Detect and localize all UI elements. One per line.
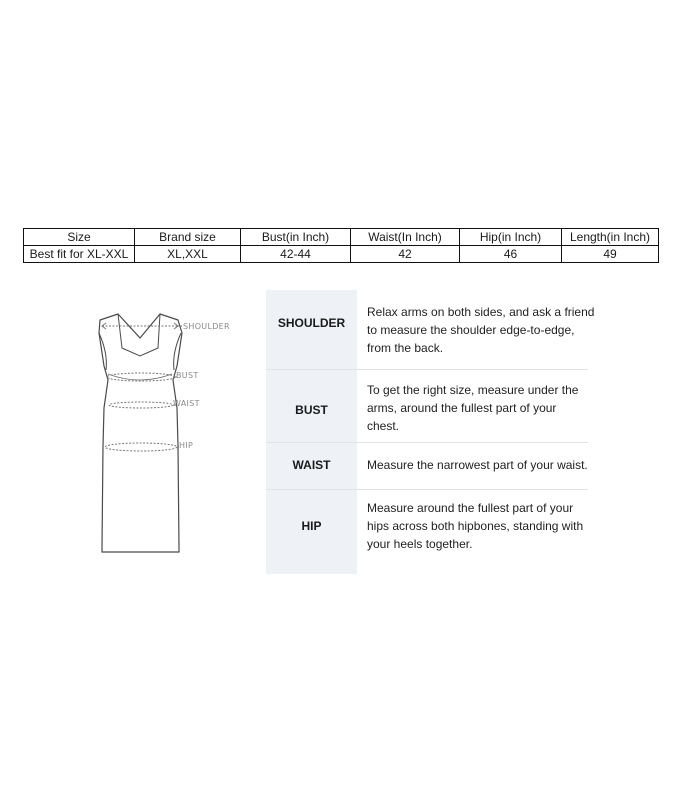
guide-text-line: Measure around the fullest part of your [367, 501, 574, 515]
cell-hip: 46 [460, 246, 562, 263]
header-hip: Hip(in Inch) [460, 229, 562, 246]
guide-divider [266, 442, 588, 443]
guide-divider [266, 369, 588, 370]
guide-text-line: your heels together. [367, 537, 473, 551]
cell-waist: 42 [351, 246, 460, 263]
guide-text-line: to measure the shoulder edge-to-edge, [367, 323, 575, 337]
guide-divider [266, 489, 588, 490]
guide-text-waist [367, 456, 597, 474]
guide-text-line: Measure the narrowest part of your waist. [367, 458, 588, 472]
guide-text-line: chest. [367, 419, 400, 433]
guide-row-waist [266, 456, 588, 480]
guide-text-line: To get the right size, measure under the [367, 383, 579, 397]
waist-measure-label: WAIST [173, 399, 200, 408]
guide-term-hip: HIP [301, 519, 322, 533]
guide-row-hip [266, 499, 588, 559]
guide-term-bust: BUST [295, 403, 328, 417]
cell-bust: 42-44 [241, 246, 351, 263]
cell-brand-size: XL,XXL [135, 246, 241, 263]
guide-text-line: hips across both hipbones, standing with [367, 519, 584, 533]
cell-length: 49 [562, 246, 659, 263]
guide-text-line: from the back. [367, 341, 444, 355]
header-brand-size: Brand size [135, 229, 241, 246]
dress-illustration [80, 308, 260, 568]
guide-term-shoulder: SHOULDER [277, 316, 346, 330]
header-bust: Bust(in Inch) [241, 229, 351, 246]
guide-text-line: arms, around the fullest part of your [367, 401, 557, 415]
guide-row-bust [266, 381, 588, 441]
header-length: Length(in Inch) [562, 229, 659, 246]
cell-size: Best fit for XL-XXL [24, 246, 135, 263]
guide-text-shoulder [367, 303, 597, 357]
guide-term-waist: WAIST [292, 458, 331, 472]
guide-text-line: Relax arms on both sides, and ask a friend [367, 305, 595, 319]
size-chart-table [23, 228, 659, 263]
table-row [24, 246, 659, 263]
guide-text-hip [367, 499, 597, 553]
bust-measure-label: BUST [176, 371, 199, 380]
dress-outline-icon [80, 308, 260, 568]
hip-measure-label: HIP [179, 441, 194, 450]
header-size: Size [24, 229, 135, 246]
guide-row-shoulder [266, 303, 595, 363]
header-waist: Waist(In Inch) [351, 229, 460, 246]
table-header-row [24, 229, 659, 246]
shoulder-measure-label: SHOULDER [183, 322, 230, 331]
guide-text-bust [367, 381, 597, 435]
